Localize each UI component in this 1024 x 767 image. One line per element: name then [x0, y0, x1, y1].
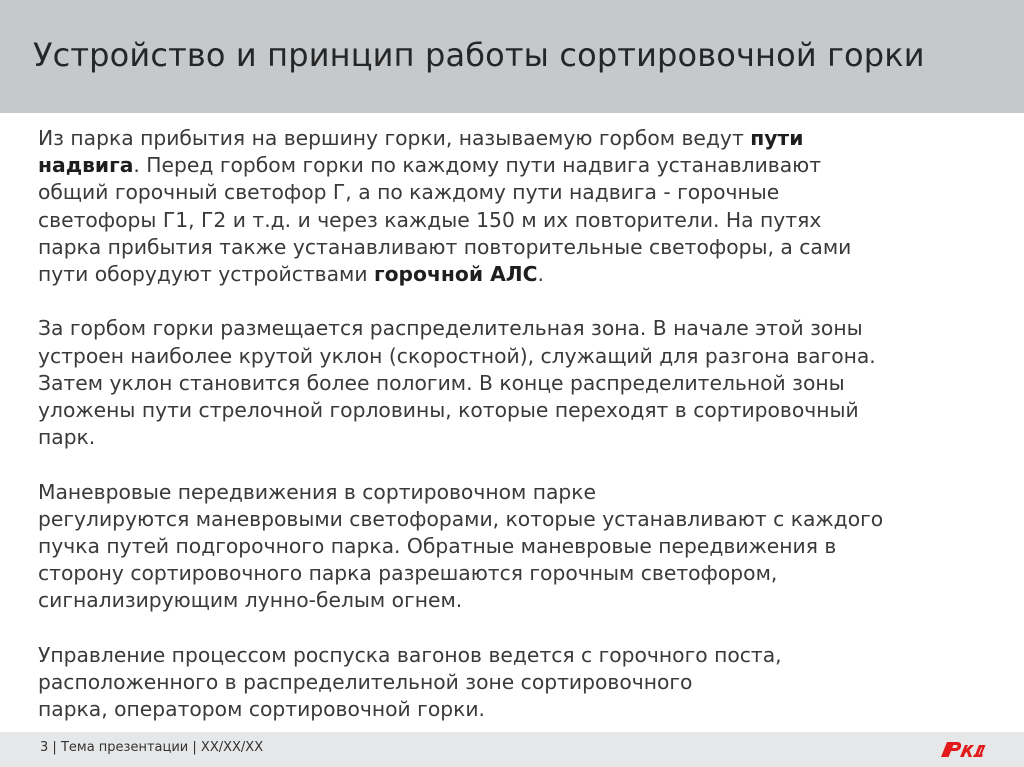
body-paragraph	[38, 315, 998, 451]
footer-separator: |	[192, 740, 197, 755]
text-segment: общий горочный светофор Г, а по каждому пути надвига - горочные	[38, 180, 780, 205]
text-line	[38, 397, 998, 424]
text-line	[38, 424, 998, 451]
rzd-logo-icon	[938, 737, 988, 761]
text-segment: . Перед горбом горки по каждому пути надвига устанавливают	[133, 153, 822, 178]
text-line	[38, 125, 998, 152]
text-line	[38, 370, 998, 397]
bold-term: надвига	[38, 153, 134, 178]
presentation-topic: Тема презентации	[60, 740, 189, 755]
text-segment: уложены пути стрелочной горловины, которые переходят в сортировочный	[38, 398, 859, 423]
footer-separator: |	[52, 740, 57, 755]
text-segment: парк.	[38, 425, 96, 450]
text-line	[38, 343, 998, 370]
text-segment: светофоры Г1, Г2 и т.д. и через каждые 150 м их повторители. На путях	[38, 207, 822, 232]
text-segment: сигнализирующим лунно-белым огнем.	[38, 588, 463, 613]
text-line	[38, 179, 998, 206]
slide-body	[38, 125, 998, 751]
text-line	[38, 207, 998, 234]
page-number: 3	[40, 740, 49, 755]
text-line	[38, 315, 998, 342]
text-segment: Управление процессом роспуска вагонов ведется с горочного поста,	[38, 642, 782, 667]
text-segment: расположенного в распределительной зоне сортировочного	[38, 670, 693, 695]
text-segment: пучка путей подгорочного парка. Обратные маневровые передвижения в	[38, 534, 837, 559]
text-segment: Затем уклон становится более пологим. В конце распределительной зоны	[38, 370, 845, 395]
text-segment: устроен наиболее крутой уклон (скоростной), служащий для разгона вагона.	[38, 343, 876, 368]
text-segment: .	[537, 262, 544, 287]
text-line	[38, 669, 998, 696]
text-line	[38, 642, 998, 669]
text-segment: Маневровые передвижения в сортировочном парке	[38, 479, 597, 504]
body-paragraph	[38, 642, 998, 724]
text-segment: парка прибытия также устанавливают повторительные светофоры, а сами	[38, 234, 852, 259]
footer	[40, 740, 263, 755]
text-line	[38, 696, 998, 723]
text-line	[38, 152, 998, 179]
text-line	[38, 261, 998, 288]
text-line	[38, 587, 998, 614]
text-segment: За горбом горки размещается распределительная зона. В начале этой зоны	[38, 316, 863, 341]
slide-title: Устройство и принцип работы сортировочной горки	[33, 36, 925, 74]
text-segment: регулируются маневровыми светофорами, которые устанавливают с каждого	[38, 506, 884, 531]
text-segment: пути оборудуют устройствами	[38, 262, 374, 287]
text-line	[38, 234, 998, 261]
text-line	[38, 533, 998, 560]
bold-term: горочной АЛС	[373, 262, 538, 287]
text-line	[38, 479, 998, 506]
presentation-date: XX/XX/XX	[200, 740, 264, 755]
text-line	[38, 506, 998, 533]
text-segment: сторону сортировочного парка разрешаются горочным светофором,	[38, 561, 778, 586]
body-paragraph	[38, 479, 998, 615]
bold-term: пути	[750, 126, 804, 150]
text-segment: парка, оператором сортировочной горки.	[38, 697, 485, 722]
body-paragraph	[38, 125, 998, 288]
text-line	[38, 560, 998, 587]
title-bar	[0, 0, 1024, 113]
text-segment: Из парка прибытия на вершину горки, называемую горбом ведут	[38, 126, 751, 150]
